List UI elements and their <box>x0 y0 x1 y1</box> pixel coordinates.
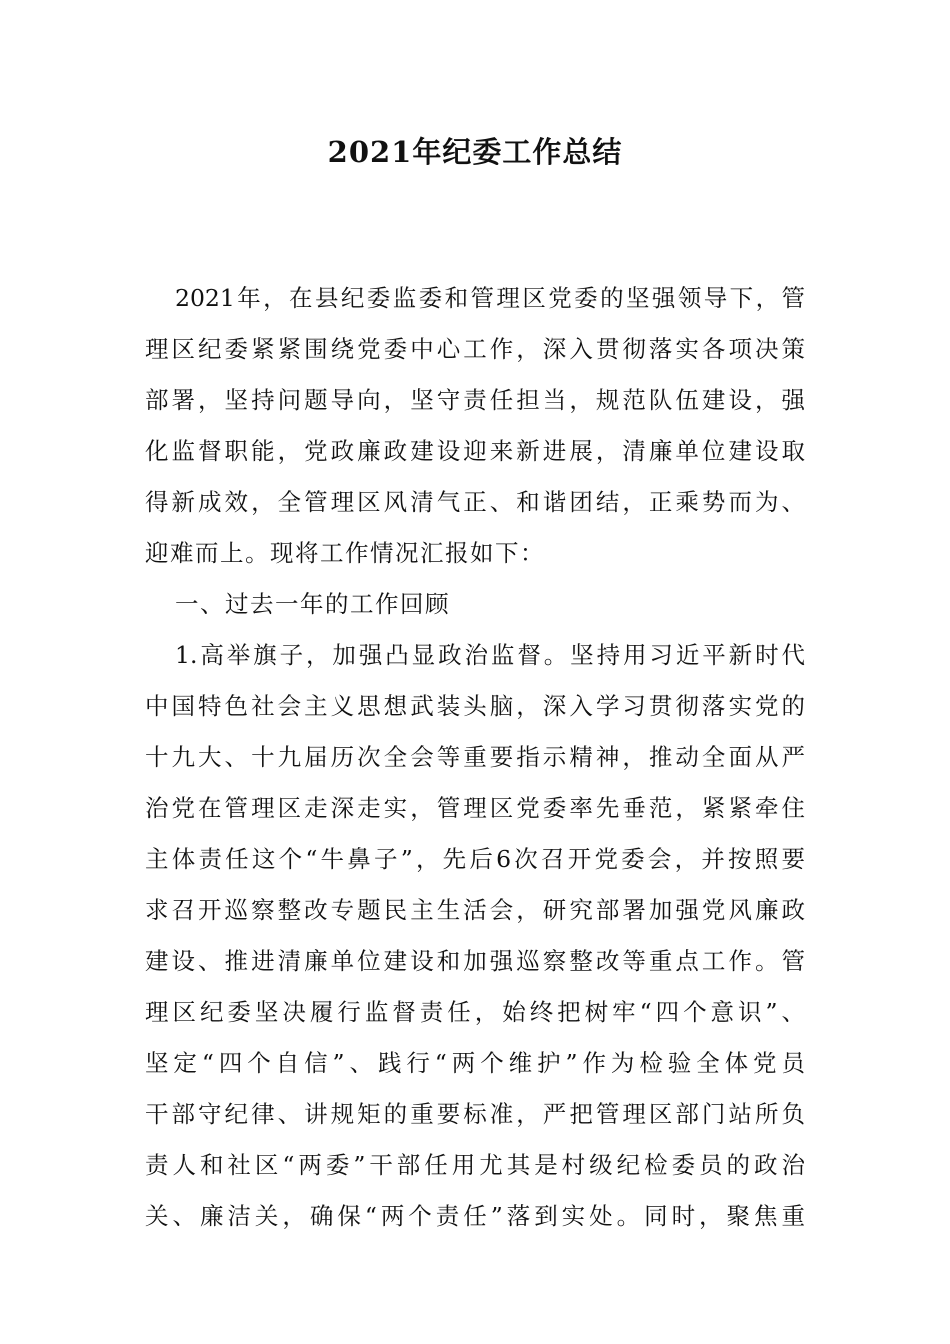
paragraph-line: 理区纪委紧紧围绕党委中心工作，深入贯彻落实各项决策 <box>145 335 805 363</box>
paragraph-line: 2021年，在县纪委监委和管理区党委的坚强领导下，管 <box>175 284 805 312</box>
section-heading: 一、过去一年的工作回顾 <box>175 590 450 618</box>
paragraph-line: 建设、推进清廉单位建设和加强巡察整改等重点工作。管 <box>145 947 805 975</box>
paragraph-line: 关、廉洁关，确保“两个责任”落到实处。同时，聚焦重 <box>145 1202 805 1230</box>
paragraph-line: 十九大、十九届历次全会等重要指示精神，推动全面从严 <box>145 743 805 771</box>
paragraph-line: 迎难而上。现将工作情况汇报如下： <box>145 539 545 567</box>
paragraph-line: 干部守纪律、讲规矩的重要标准，严把管理区部门站所负 <box>145 1100 805 1128</box>
paragraph-line: 中国特色社会主义思想武装头脑，深入学习贯彻落实党的 <box>145 692 805 720</box>
paragraph-line: 求召开巡察整改专题民主生活会，研究部署加强党风廉政 <box>145 896 805 924</box>
paragraph-line: 主体责任这个“牛鼻子”，先后6次召开党委会，并按照要 <box>145 845 805 873</box>
paragraph-line: 坚定“四个自信”、践行“两个维护”作为检验全体党员 <box>145 1049 805 1077</box>
paragraph-line: 1.高举旗子，加强凸显政治监督。坚持用习近平新时代 <box>175 641 805 669</box>
paragraph-line: 化监督职能，党政廉政建设迎来新进展，清廉单位建设取 <box>145 437 805 465</box>
paragraph-line: 得新成效，全管理区风清气正、和谐团结，正乘势而为、 <box>145 488 805 516</box>
paragraph-line: 治党在管理区走深走实，管理区党委率先垂范，紧紧牵住 <box>145 794 805 822</box>
paragraph-line: 部署，坚持问题导向，坚守责任担当，规范队伍建设，强 <box>145 386 805 414</box>
paragraph-line: 理区纪委坚决履行监督责任，始终把树牢“四个意识”、 <box>145 998 805 1026</box>
document-title: 2021年纪委工作总结 <box>327 135 623 169</box>
paragraph-line: 责人和社区“两委”干部任用尤其是村级纪检委员的政治 <box>145 1151 805 1179</box>
